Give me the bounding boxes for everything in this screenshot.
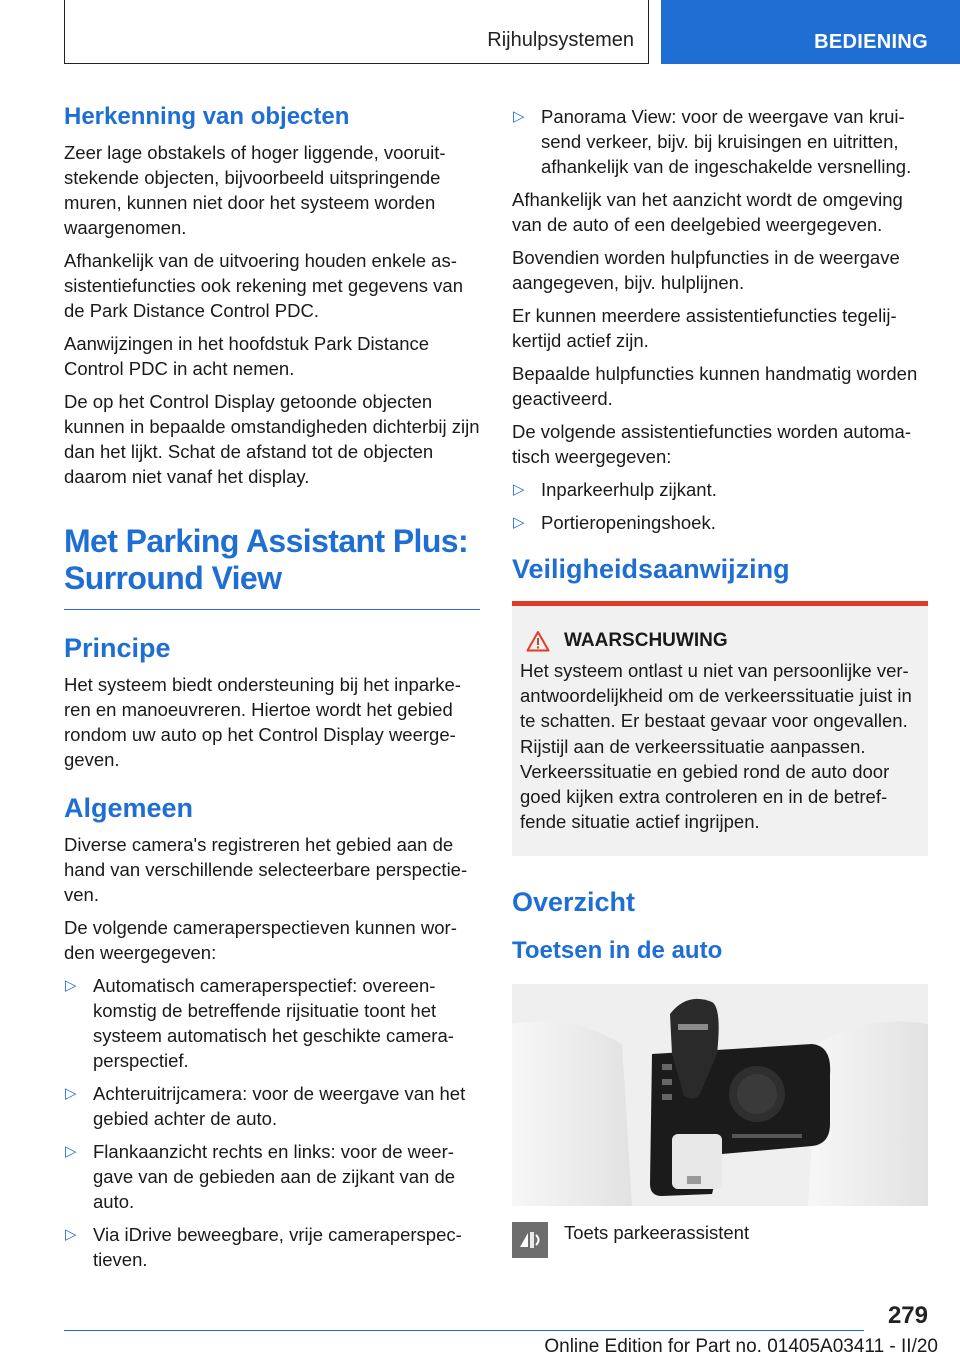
header-section: BEDIENING bbox=[814, 31, 928, 53]
heading-principle: Principe bbox=[64, 633, 171, 663]
triangle-bullet-icon: ▷ bbox=[65, 1226, 77, 1243]
list-item: ▷ Panorama View: voor de weergave van kruisend verkeer, bijv. bij kruisingen en uitritten, afhankelijk van de ingeschakelde versnelling. bbox=[513, 106, 912, 177]
camera-perspective-list bbox=[64, 973, 480, 1272]
left-column bbox=[64, 100, 480, 1280]
main-heading: Met Parking Assistant Plus: Surround View bbox=[64, 523, 480, 610]
footer-edition: Online Edition for Part no. 01405A03411 - II/20 bbox=[544, 1336, 938, 1357]
paragraph: Bepaalde hulpfuncties kunnen handmatig worden geactiveerd. bbox=[512, 363, 918, 409]
paragraph: Aanwijzingen in het hoofdstuk Park Distance Control PDC in acht nemen. bbox=[64, 333, 430, 379]
list-item: ▷ Automatisch cameraperspectief: overeenkomstig de betreffende rijsituatie toont het systeem automatisch het geschikte cameraperspectief. bbox=[65, 975, 454, 1071]
triangle-bullet-icon: ▷ bbox=[65, 1085, 77, 1102]
triangle-bullet-icon: ▷ bbox=[513, 514, 525, 531]
paragraph: Diverse camera's registreren het gebied aan de hand van verschillende selecteerbare perspectieven. bbox=[64, 834, 468, 905]
heading-safety: Veiligheidsaanwijzing bbox=[512, 554, 790, 584]
center-console-photo bbox=[512, 984, 928, 1206]
header-section-tab bbox=[661, 0, 960, 64]
legend-row bbox=[512, 1222, 928, 1258]
triangle-bullet-icon: ▷ bbox=[513, 108, 525, 125]
warning-text: Het systeem ontlast u niet van persoonlijke verantwoordelijkheid om de verkeerssituatie juist in te schatten. Er bestaat gevaar voor ongevallen. Rijstijl aan de verkeerssituatie aanpassen. Verkeerssituatie en gebied rond de auto door goed kijken extra controleren en in de betreffende situatie actief ingrijpen. bbox=[520, 660, 912, 833]
paragraph: Afhankelijk van het aanzicht wordt de omgeving van de auto of een deelgebied weergegeven. bbox=[512, 189, 903, 235]
header-chapter: Rijhulpsystemen bbox=[487, 29, 634, 51]
paragraph: De volgende assistentiefuncties worden automatisch weergegeven: bbox=[512, 421, 912, 467]
legend-label: Toets parkeerassistent bbox=[564, 1222, 750, 1244]
heading-buttons-in-car: Toetsen in de auto bbox=[512, 937, 723, 965]
heading-general: Algemeen bbox=[64, 793, 194, 823]
triangle-bullet-icon: ▷ bbox=[513, 481, 525, 498]
warning-triangle-icon bbox=[526, 630, 550, 652]
triangle-bullet-icon: ▷ bbox=[65, 1143, 77, 1160]
parking-assistant-button-icon bbox=[512, 1222, 548, 1258]
warning-title: WAARSCHUWING bbox=[520, 630, 920, 652]
paragraph: Zeer lage obstakels of hoger liggende, vooruitstekende objecten, bijvoorbeeld uitspringende muren, kunnen niet door het systeem worden waargenomen. bbox=[64, 142, 446, 238]
paragraph: De volgende cameraperspectieven kunnen worden weergegeven: bbox=[64, 917, 457, 963]
heading-object-recognition: Herkenning van objecten bbox=[64, 103, 350, 130]
footer-divider bbox=[64, 1330, 864, 1331]
header-chapter-box bbox=[64, 0, 649, 64]
paragraph: De op het Control Display getoonde objecten kunnen in bepaalde omstandigheden dichterbij zijn dan het lijkt. Schat de afstand tot de objecten daarom niet vanaf het display. bbox=[64, 391, 480, 487]
triangle-bullet-icon: ▷ bbox=[65, 977, 77, 994]
paragraph: Afhankelijk van de uitvoering houden enkele assistentiefuncties ook rekening met gegevens van de Park Distance Control PDC. bbox=[64, 250, 464, 321]
center-console-illustration bbox=[512, 984, 928, 1206]
paragraph: Bovendien worden hulpfuncties in de weergave aangegeven, bijv. hulplijnen. bbox=[512, 247, 900, 293]
list-item: ▷ Achteruitrijcamera: voor de weergave van het gebied achter de auto. bbox=[65, 1083, 466, 1129]
warning-box bbox=[512, 601, 928, 856]
panorama-list bbox=[512, 104, 928, 179]
list-item: ▷ Inparkeerhulp zijkant. bbox=[513, 479, 717, 500]
assistant-functions-list bbox=[512, 477, 928, 535]
list-item: ▷ Portieropeningshoek. bbox=[513, 512, 716, 533]
paragraph: Er kunnen meerdere assistentiefuncties tegelijkertijd actief zijn. bbox=[512, 305, 897, 351]
list-item: ▷ Flankaanzicht rechts en links: voor de weergave van de gebieden aan de zijkant van de auto. bbox=[65, 1141, 456, 1212]
list-item: ▷ Via iDrive beweegbare, vrije cameraperspectieven. bbox=[65, 1224, 462, 1270]
paragraph: Het systeem biedt ondersteuning bij het inparkeren en manoeuvreren. Hiertoe wordt het gebied rondom uw auto op het Control Display weergegeven. bbox=[64, 674, 461, 770]
right-column bbox=[512, 104, 928, 1258]
page-number: 279 bbox=[887, 1302, 928, 1329]
heading-overview: Overzicht bbox=[512, 887, 636, 918]
